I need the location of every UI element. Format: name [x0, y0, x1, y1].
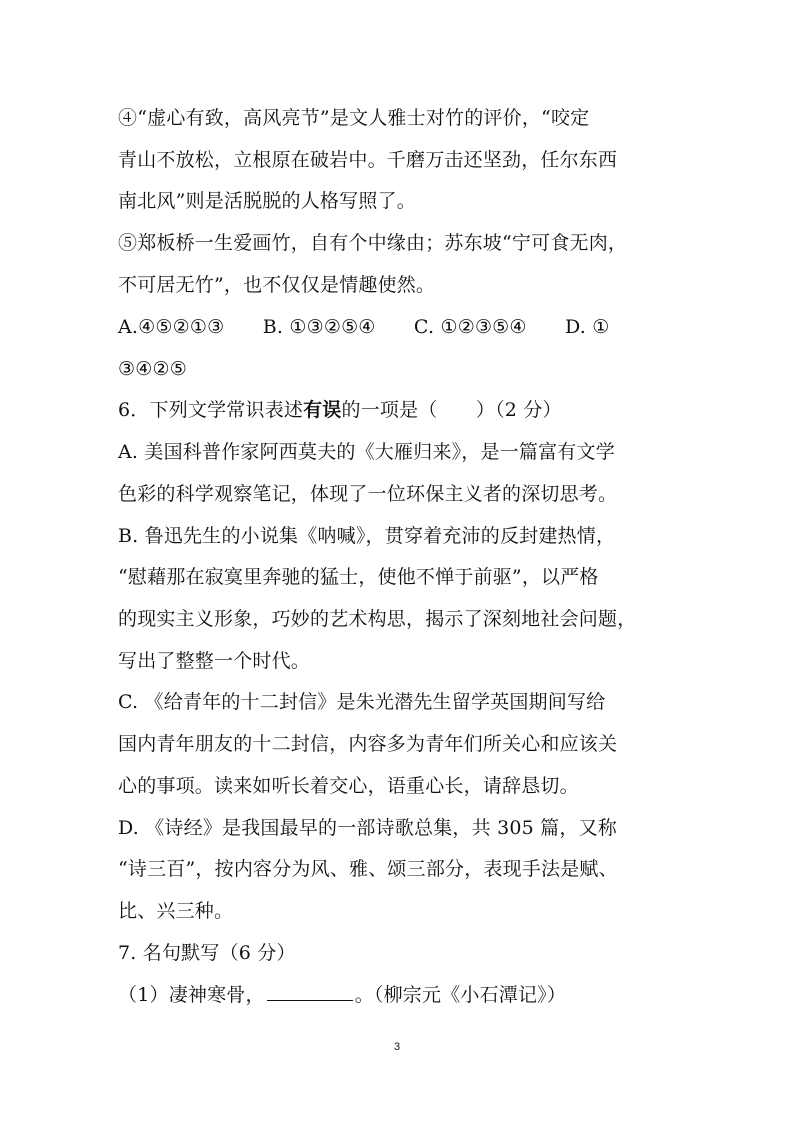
paragraph-4-line-2: 青山不放松，立根原在破岩中。千磨万击还坚劲，任尔东西	[118, 149, 618, 171]
question-6-option-b-line-1: B. 鲁迅先生的小说集《呐喊》，贯穿着充沛的反封建热情，	[118, 525, 616, 547]
question-5-options-line-2: ③④②⑤	[118, 358, 187, 380]
question-5-options-line-1: A.④⑤②①③ B. ①③②⑤④ C. ①②③⑤④ D. ①	[118, 316, 610, 338]
question-7-item-1-suffix: 。（柳宗元《小石潭记》）	[354, 984, 567, 1006]
question-6-option-d-line-1: D. 《诗经》是我国最早的一部诗歌总集，共 305 篇，又称	[118, 817, 617, 839]
question-6-suffix: 的一项是（ ）（2 分）	[341, 399, 562, 421]
paragraph-4-line-1: ④“虚心有致，高风亮节”是文人雅士对竹的评价，“咬定	[118, 107, 590, 129]
question-6-stem	[118, 398, 678, 422]
question-6-option-b-line-4: 写出了整整一个时代。	[118, 650, 311, 672]
question-7-item-1-prefix: （1）凄神寒骨，	[118, 984, 265, 1006]
paragraph-5-line-2: 不可居无竹”，也不仅仅是情趣使然。	[118, 274, 436, 296]
question-6-option-b-line-2: “慰藉那在寂寞里奔驰的猛士，使他不惮于前驱”，以严格	[118, 566, 599, 588]
question-6-option-c-line-2: 国内青年朋友的十二封信，内容多为青年们所关心和应该关	[118, 733, 618, 755]
paragraph-5-line-1: ⑤郑板桥一生爱画竹，自有个中缘由；苏东坡“宁可食无肉，	[118, 232, 628, 254]
question-6-option-d-line-2: “诗三百”，按内容分为风、雅、颂三部分，表现手法是赋、	[118, 858, 618, 880]
question-6-option-d-line-3: 比、兴三种。	[118, 900, 234, 922]
question-7-title: 7. 名句默写（6 分）	[118, 942, 296, 964]
question-6-option-a-line-1: A. 美国科普作家阿西莫夫的《大雁归来》，是一篇富有文学	[118, 441, 615, 463]
question-7-item-1	[118, 982, 678, 1007]
paragraph-4-line-3: 南北风”则是活脱脱的人格写照了。	[118, 190, 416, 212]
question-6-emphasis: 有误	[303, 399, 342, 421]
question-6-option-c-line-3: 心的事项。读来如听长着交心，语重心长，请辞恳切。	[118, 775, 579, 797]
question-6-option-a-line-2: 色彩的科学观察笔记，体现了一位环保主义者的深切思考。	[118, 483, 618, 505]
question-6-prefix: 6．下列文学常识表述	[118, 399, 304, 421]
question-6-option-c-line-1: C. 《给青年的十二封信》是朱光潜先生留学英国期间写给	[118, 691, 606, 713]
fill-in-blank[interactable]	[267, 982, 353, 1001]
question-6-option-b-line-3: 的现实主义形象，巧妙的艺术构思，揭示了深刻地社会问题，	[118, 608, 637, 630]
page-number: 3	[393, 1041, 401, 1053]
